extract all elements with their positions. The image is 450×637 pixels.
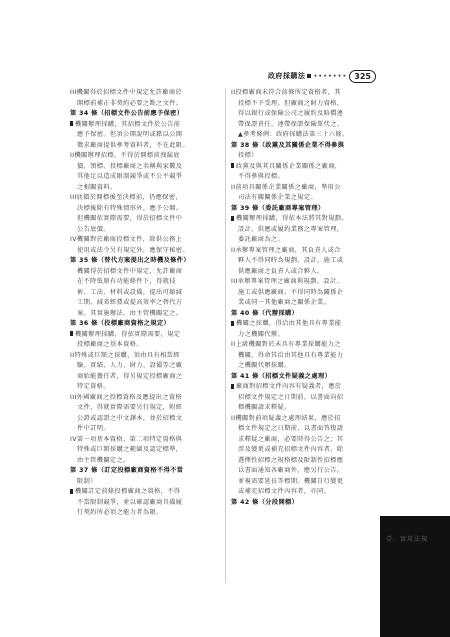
text-line-content: 機關訂定前條投標廠商之資格，不得: [70, 487, 180, 497]
text-line-content: 投標不予受理。但廠商之財力資格，: [238, 99, 344, 107]
article-heading: [231, 309, 379, 319]
text-line-content: 特殊或巨額採購之範圍及認定標準，: [77, 446, 183, 453]
text-line: [70, 309, 218, 319]
running-header-title: 政府採購法: [267, 72, 306, 80]
text-line: [70, 487, 218, 497]
text-line: [70, 193, 218, 203]
text-line-content: 標機關請求釋疑。: [238, 404, 291, 411]
text-line-content: 政黨及與其具關係企業關係之廠商，: [231, 162, 341, 172]
text-line: [231, 130, 379, 140]
text-line-content: III承辦專案管理之廠商與規劃、設計、: [231, 278, 344, 285]
text-line-content: 公證或認證之中文譯本，並於招標文: [77, 414, 183, 422]
text-line-content: 應予保密。但須公開說明或藉以公開: [77, 131, 183, 138]
text-line: [70, 288, 218, 298]
right-column: [231, 88, 379, 588]
text-line-content: 在不降低原有功能條件下，得就技: [77, 278, 176, 285]
text-line: [231, 298, 379, 308]
text-line-content: 機關辦理採購，得依本法將其對規劃、: [231, 214, 348, 224]
text-line-content: 第 36 條（投標廠商資格之規定）: [70, 320, 171, 327]
text-line: [70, 361, 218, 371]
text-line: [70, 151, 218, 161]
text-line-content: 案。其實施辦法，由主管機關定之。: [77, 309, 183, 317]
text-line: [231, 246, 379, 256]
text-line-content: 特定資格。: [77, 383, 110, 390]
text-line: [70, 508, 218, 518]
text-line-content: 設計、供應或履約業務之專案管理，: [238, 225, 344, 233]
text-line: [70, 267, 218, 277]
left-column: [70, 88, 218, 588]
text-line: [231, 109, 379, 119]
text-line-content: 之機關代辦採購。: [238, 362, 291, 369]
text-line-content: 機關辦理採購，其招標文件於公告前: [70, 120, 180, 130]
text-line: [231, 435, 379, 445]
text-line: [70, 88, 218, 98]
text-line-content: 機關，得命其洽由其他具有專業能力: [238, 351, 344, 359]
text-line-content: 機關得於招標文件中規定，允許廠商: [77, 267, 183, 275]
text-line-content: 不當限制競爭，並以確認廠商具備履: [77, 498, 183, 506]
text-line: [70, 382, 218, 392]
article-heading: [231, 498, 379, 508]
text-line: [231, 477, 379, 487]
text-line-content: 委託廠商為之。: [238, 236, 285, 243]
book-page: [70, 68, 378, 588]
text-line: [231, 361, 379, 371]
side-thumb-tab: [380, 516, 450, 637]
text-line: [231, 351, 379, 361]
text-line-content: 帶保證責任、連帶保證保險單代之。: [238, 120, 344, 128]
header-dots: •••••••: [313, 72, 348, 80]
text-line-content: 工期、減省經費或提高效率之替代方: [77, 299, 183, 306]
text-line-content: 商始能擔任者，得另規定投標廠商之: [77, 372, 183, 380]
text-line-content: 並視需要延長等標期。機關自行變更: [238, 477, 344, 485]
text-line-content: 選擇性招標之規格標及限制性招標應: [238, 456, 344, 464]
text-line-content: 投標）: [238, 152, 258, 159]
text-line: [70, 477, 218, 487]
text-line-content: 機關之採購，得洽由其他具有專業能: [231, 319, 341, 329]
text-line: [231, 256, 379, 266]
text-line: [231, 214, 379, 224]
page-number: 325: [349, 70, 376, 83]
text-line: [231, 162, 379, 172]
text-line: [70, 424, 218, 434]
text-line: [231, 382, 379, 392]
text-line-content: 第 38 條（政黨及其關係企業不得參與: [231, 141, 345, 149]
text-line: [70, 445, 218, 455]
text-line-content: 第 40 條（代辦採購）: [231, 309, 299, 317]
text-line: [231, 424, 379, 434]
text-line: [231, 319, 379, 329]
text-line-content: 公告底價。: [77, 225, 110, 233]
text-line-content: 第 42 條（分段開標）: [231, 498, 299, 506]
text-line-content: 司法有關關係企業之規定。: [238, 194, 318, 201]
article-heading: [70, 466, 218, 476]
text-line-content: II承辦專案管理之廠商，其負責人或合: [231, 246, 341, 254]
text-line: [70, 141, 218, 151]
text-line: [231, 456, 379, 466]
text-line-content: 開標前補正非契約必要之點之文件。: [77, 99, 183, 107]
text-line-content: 不得參與投標。: [238, 173, 285, 180]
text-line-content: 得以銀行或保險公司之履約及賠償連: [238, 110, 344, 117]
header-square-icon: [307, 74, 311, 78]
text-line-content: 驗、實績、人力、財力、設備等之廠: [77, 362, 183, 369]
text-line: [70, 277, 218, 287]
text-line-content: ▲參考條例：政府採購法第三十六條。: [238, 131, 349, 138]
text-line: [70, 172, 218, 182]
text-line-content: IV機關對於廠商投標文件，除供公務上: [70, 236, 183, 243]
text-line: [231, 151, 379, 161]
text-line-content: 之相關資料。: [77, 183, 117, 191]
text-line-content: III底價於開標後至決標前，仍應保密，: [70, 194, 183, 201]
text-line-content: 限制）: [77, 477, 97, 485]
text-line-content: II上級機關對於未具有專業採購能力之: [231, 341, 341, 348]
text-line-content: II前項具關係企業關係之廠商，準用公: [231, 183, 341, 191]
text-line: [231, 235, 379, 245]
text-line: [70, 204, 218, 214]
text-line-content: 第 34 條（招標文件公告前應予保密）: [70, 110, 184, 117]
text-line: [70, 298, 218, 308]
text-line: [70, 120, 218, 130]
text-line: [70, 99, 218, 109]
text-line-content: 投標廠商之基本資格。: [77, 341, 143, 348]
text-line: [70, 130, 218, 140]
text-line: [231, 288, 379, 298]
text-line-content: 夥人不得同時為規劃、設計、施工或: [238, 257, 344, 264]
text-line: [70, 330, 218, 340]
text-line: [231, 277, 379, 287]
article-heading: [231, 372, 379, 382]
text-line-content: 行契約所必須之能力者為限。: [77, 509, 163, 516]
text-line-content: 徵求廠商提供參考資料者，不在此限。: [77, 141, 189, 149]
text-line-content: 使用或法令另有規定外，應保守秘密。: [77, 246, 189, 254]
text-line-content: II機關辦理招標，不得於開標前洩漏底: [70, 152, 180, 159]
text-line-content: 涉及變更或補充招標文件內容者，除: [238, 446, 344, 453]
text-line-content: 施工或供應廠商，不得同時為關係企: [238, 288, 344, 296]
text-line: [70, 246, 218, 256]
text-line: [70, 214, 218, 224]
text-line-content: 機關辦理採購，得依實際需要，規定: [70, 330, 180, 340]
text-line-content: 決標後除有特殊情形外，應予公開。: [77, 204, 183, 212]
running-header: [258, 68, 376, 84]
text-line: [70, 456, 218, 466]
text-line-content: 文件，得就實際需要另行規定，附經: [77, 404, 183, 411]
text-line-content: 價，領標、投標廠商之名稱與家數及: [77, 162, 183, 170]
text-line: [231, 340, 379, 350]
text-line-content: 由主管機關定之。: [77, 456, 130, 464]
text-line-content: 標文件規定之日期前，以書面答復請: [238, 425, 344, 432]
text-line: [231, 330, 379, 340]
text-line: [70, 435, 218, 445]
text-line: [231, 172, 379, 182]
text-line-content: 但機關依實際需要，得於招標文件中: [77, 215, 183, 222]
text-line: [231, 120, 379, 130]
text-line-content: II特殊或巨額之採購，須由具有相當經: [70, 351, 180, 359]
text-line-content: 第 37 條（訂定投標廠商資格不得不當: [70, 467, 184, 474]
text-line-content: II機關對前項疑義之處理結果，應於招: [231, 414, 341, 422]
text-line-content: 術、工法、材料或設備，提出可縮減: [77, 288, 183, 296]
article-heading: [70, 256, 218, 266]
text-line-content: 業或同一其他廠商之關係企業。: [238, 299, 331, 306]
text-line-content: 第 41 條（招標文件疑義之處理）: [231, 372, 332, 380]
text-line: [70, 235, 218, 245]
text-line: [231, 403, 379, 413]
text-line: [70, 340, 218, 350]
text-line-content: 第 39 條（委託廠商專案管理）: [231, 204, 325, 212]
text-line: [231, 193, 379, 203]
column-divider: [225, 88, 226, 583]
text-line: [231, 466, 379, 476]
text-line: [70, 225, 218, 235]
text-line: [231, 267, 379, 277]
text-line: [231, 183, 379, 193]
side-tab-label: 壹．實用法規: [386, 536, 429, 543]
text-line-content: 件中訂明。: [77, 425, 110, 432]
text-line: [231, 225, 379, 235]
text-line-content: III外國廠商之投標資格及應提出之資格: [70, 393, 183, 401]
article-heading: [231, 141, 379, 151]
text-line-content: 廠商對招標文件內容有疑義者，應於: [231, 382, 341, 392]
text-line: [70, 351, 218, 361]
text-line: [70, 162, 218, 172]
text-line-content: 其他足以造成限制競爭或不公平競爭: [77, 173, 183, 180]
text-line: [70, 498, 218, 508]
text-line: [231, 393, 379, 403]
text-line: [231, 414, 379, 424]
text-line: [70, 403, 218, 413]
text-line: [70, 183, 218, 193]
article-heading: [231, 204, 379, 214]
text-line-content: 以書面通知各廠商外，應另行公告，: [238, 467, 344, 474]
text-line-content: 力之機關代辦。: [238, 330, 285, 338]
text-line: [70, 414, 218, 424]
article-heading: [70, 319, 218, 329]
text-line-content: 或補充招標文件內容者，亦同。: [238, 488, 331, 495]
text-line-content: III機關得於招標文件中規定允許廠商於: [70, 89, 183, 96]
text-line: [70, 393, 218, 403]
text-line-content: II投標廠商未符合前條所定資格者，其: [231, 89, 341, 96]
text-line: [231, 487, 379, 497]
text-line-content: 供應廠商之負責人或合夥人。: [238, 267, 324, 275]
text-line-content: 求釋疑之廠商，必要時得公告之；其: [238, 435, 344, 443]
text-line: [70, 372, 218, 382]
text-line: [231, 99, 379, 109]
text-line: [231, 88, 379, 98]
text-line: [231, 445, 379, 455]
text-line-content: 第 35 條（替代方案提出之時機及條件）: [70, 257, 190, 264]
article-heading: [70, 109, 218, 119]
text-line-content: IV第一項基本資格、第二項特定資格與: [70, 435, 183, 443]
text-line-content: 招標文件規定之日期前，以書面向招: [238, 393, 344, 401]
